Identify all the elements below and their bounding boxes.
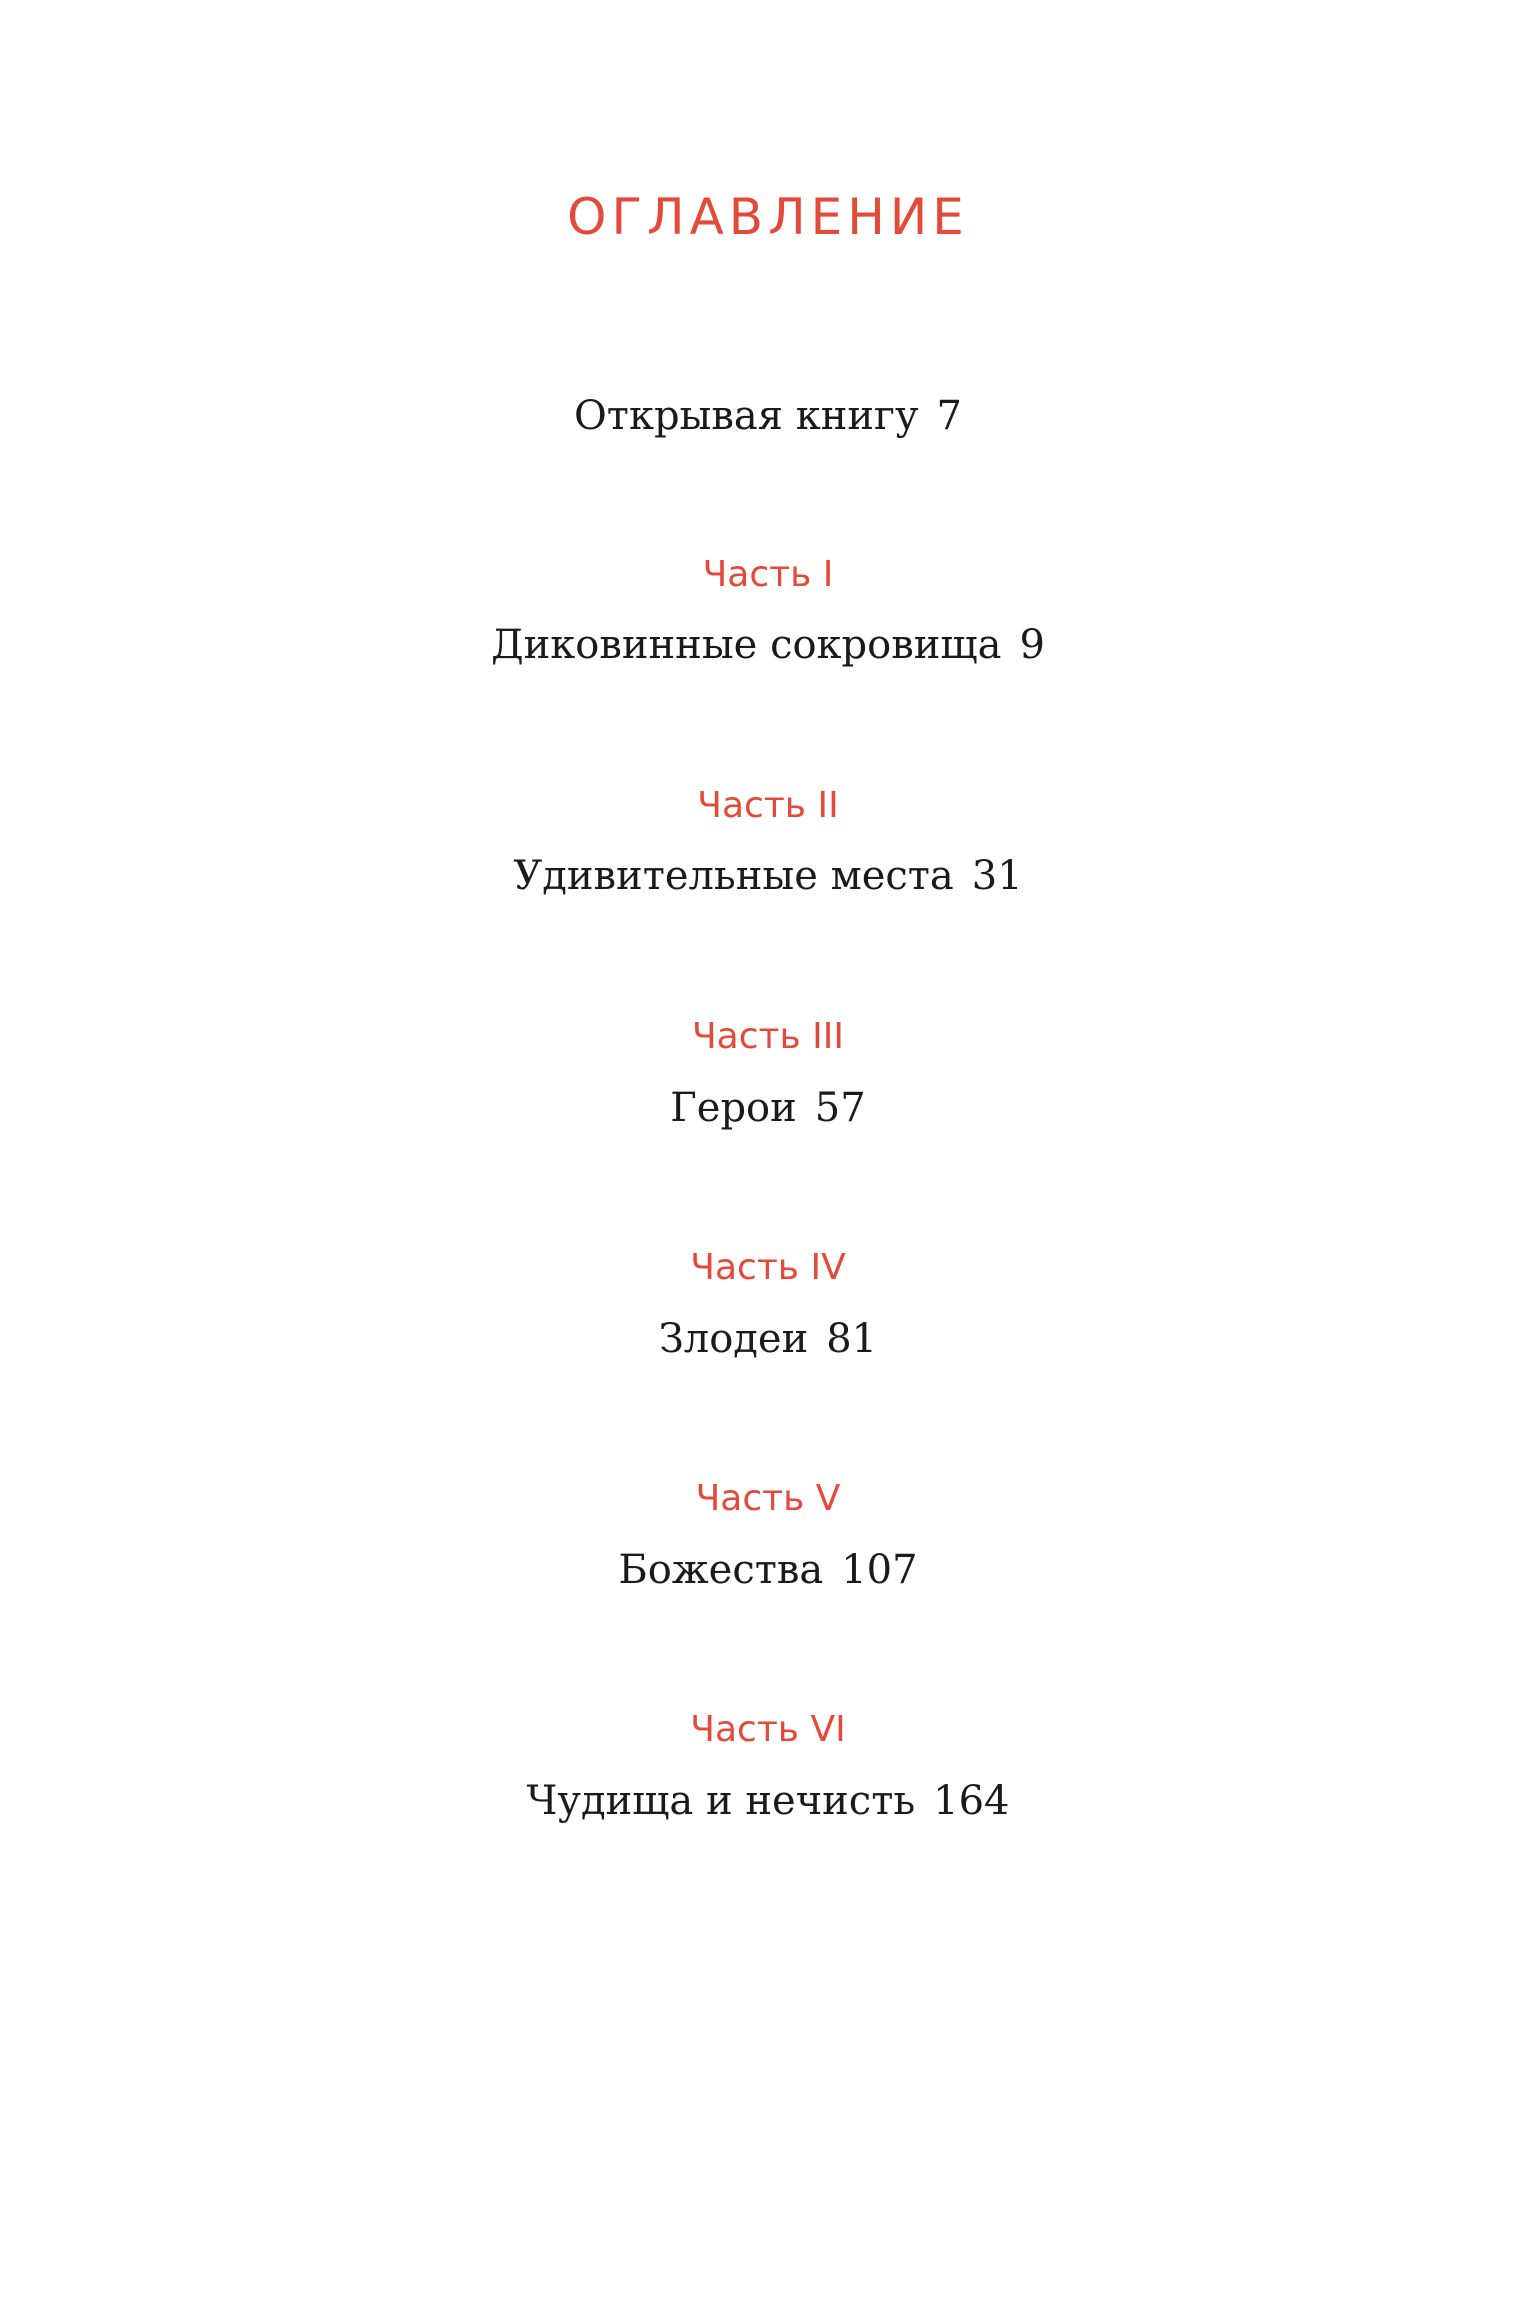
toc-entry-part-6[interactable]	[0, 1773, 1536, 1829]
toc-heading: ОГЛАВЛЕНИЕ	[567, 188, 969, 246]
toc-entry-page: 164	[933, 1778, 1010, 1824]
toc-entry-page: 7	[936, 393, 962, 439]
toc-entry-page: 107	[841, 1547, 918, 1593]
part-label-4: Часть IV	[690, 1247, 846, 1288]
toc-entry-part-4[interactable]	[0, 1311, 1536, 1367]
toc-entry-part-5[interactable]	[0, 1542, 1536, 1598]
part-label-2: Часть II	[697, 785, 839, 826]
toc-entry-title: Диковинные сокровища	[491, 622, 1002, 668]
toc-entry-title: Чудища и нечисть	[526, 1778, 916, 1824]
toc-entry-title: Божества	[618, 1547, 824, 1593]
toc-entry-title: Открывая книгу	[574, 393, 919, 439]
toc-entry-part-1[interactable]	[0, 617, 1536, 673]
part-label-3: Часть III	[691, 1016, 844, 1057]
toc-entry-title: Удивительные места	[513, 853, 954, 899]
toc-entry-page: 31	[971, 853, 1023, 899]
toc-entry-part-3[interactable]	[0, 1080, 1536, 1136]
toc-entry-intro[interactable]	[0, 388, 1536, 444]
toc-entry-part-2[interactable]	[0, 848, 1536, 904]
part-label-1: Часть I	[702, 554, 834, 595]
toc-entry-title: Злодеи	[658, 1316, 809, 1362]
part-label-6: Часть VI	[690, 1709, 846, 1750]
toc-entry-title: Герои	[670, 1085, 797, 1131]
part-label-5: Часть V	[695, 1478, 841, 1519]
toc-entry-page: 9	[1019, 622, 1045, 668]
toc-entry-page: 57	[814, 1085, 866, 1131]
toc-entry-page: 81	[826, 1316, 878, 1362]
